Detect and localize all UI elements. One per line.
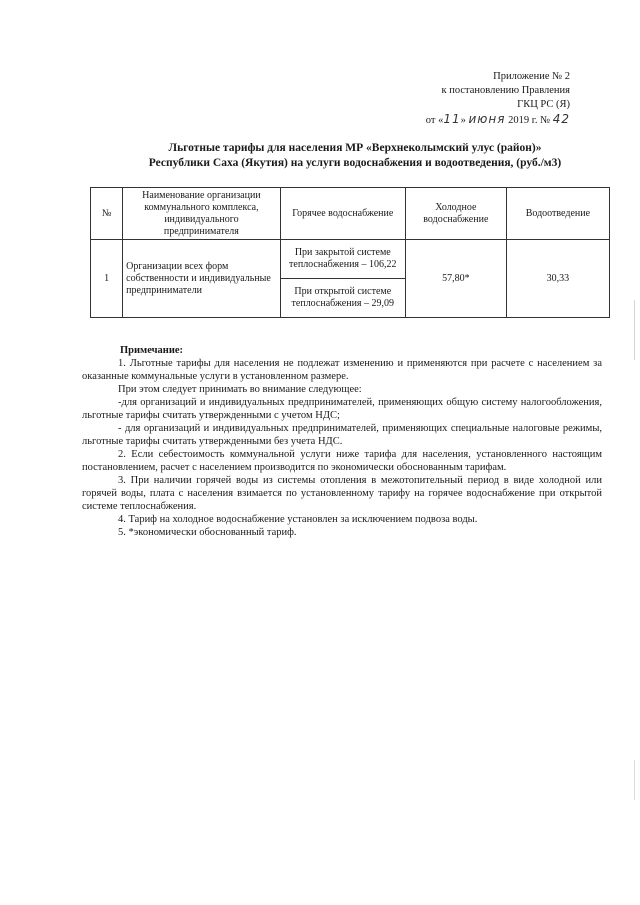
title-line-1: Льготные тарифы для населения МР «Верхнеколымский улус (район)» bbox=[168, 142, 542, 154]
tariff-table bbox=[90, 187, 610, 318]
notes-section bbox=[82, 344, 602, 539]
header-wastewater: Водоотведение bbox=[506, 188, 609, 240]
resolution-date: от «11» июня 2019 г. № 42 bbox=[425, 112, 570, 126]
table-row bbox=[91, 240, 610, 279]
committee-label: ГКЦ РС (Я) bbox=[517, 99, 570, 110]
document-title bbox=[110, 141, 600, 171]
row-organization: Организации всех форм собственности и индивидуальные предприниматели bbox=[123, 240, 280, 318]
note-paragraph: 5. *экономически обоснованный тариф. bbox=[118, 527, 297, 538]
hot-water-closed-system: При закрытой системе теплоснабжения – 106,22 bbox=[280, 240, 405, 279]
cold-water-tariff: 57,80* bbox=[405, 240, 506, 318]
handwritten-month: июня bbox=[468, 112, 506, 126]
title-line-2: Республики Саха (Якутия) на услуги водоснабжения и водоотведения, (руб./м3) bbox=[148, 157, 562, 169]
appendix-label: Приложение № 2 bbox=[493, 71, 570, 82]
scan-edge-mark bbox=[634, 300, 635, 360]
header-number: № bbox=[91, 188, 123, 240]
note-paragraph: 2. Если себестоимость коммунальной услуги ниже тарифа для населения, установленного настоящим постановлением, расчет с населением производится по экономически обоснованным тарифам. bbox=[82, 449, 602, 473]
handwritten-number: 42 bbox=[552, 112, 570, 126]
note-paragraph: - для организаций и индивидуальных предпринимателей, применяющих специальные налоговые режимы, льготные тарифы считать утвержденными без учета НДС. bbox=[82, 423, 602, 447]
header-hot-water: Горячее водоснабжение bbox=[280, 188, 405, 240]
note-paragraph: 1. Льготные тарифы для населения не подлежат изменению и применяются при расчете с населением за оказанные коммунальные услуги в установленном размере. bbox=[82, 358, 602, 382]
header-cold-water: Холодное водоснабжение bbox=[405, 188, 506, 240]
notes-heading: Примечание: bbox=[120, 345, 184, 356]
note-paragraph: При этом следует принимать во внимание следующее: bbox=[118, 384, 362, 395]
handwritten-day: 11 bbox=[443, 112, 461, 126]
scan-edge-mark bbox=[634, 760, 635, 800]
hot-water-open-system: При открытой системе теплоснабжения – 29,09 bbox=[280, 279, 405, 318]
row-number: 1 bbox=[91, 240, 123, 318]
table-header-row bbox=[91, 188, 610, 240]
note-paragraph: -для организаций и индивидуальных предпринимателей, применяющих общую систему налогообложения, льготные тарифы считать утвержденными с учетом НДС; bbox=[82, 397, 602, 421]
appendix-header bbox=[426, 70, 570, 128]
resolution-label: к постановлению Правления bbox=[441, 85, 570, 96]
header-organization: Наименование организации коммунального комплекса, индивидуального предпринимателя bbox=[123, 188, 280, 240]
note-paragraph: 4. Тариф на холодное водоснабжение установлен за исключением подвоза воды. bbox=[118, 514, 478, 525]
wastewater-tariff: 30,33 bbox=[506, 240, 609, 318]
note-paragraph: 3. При наличии горячей воды из системы отопления в межотопительный период в виде холодной или горячей воды, плата с населения взимается по установленному тарифу на горячее водоснабжение при открытой системе теплоснабжения. bbox=[82, 475, 602, 512]
